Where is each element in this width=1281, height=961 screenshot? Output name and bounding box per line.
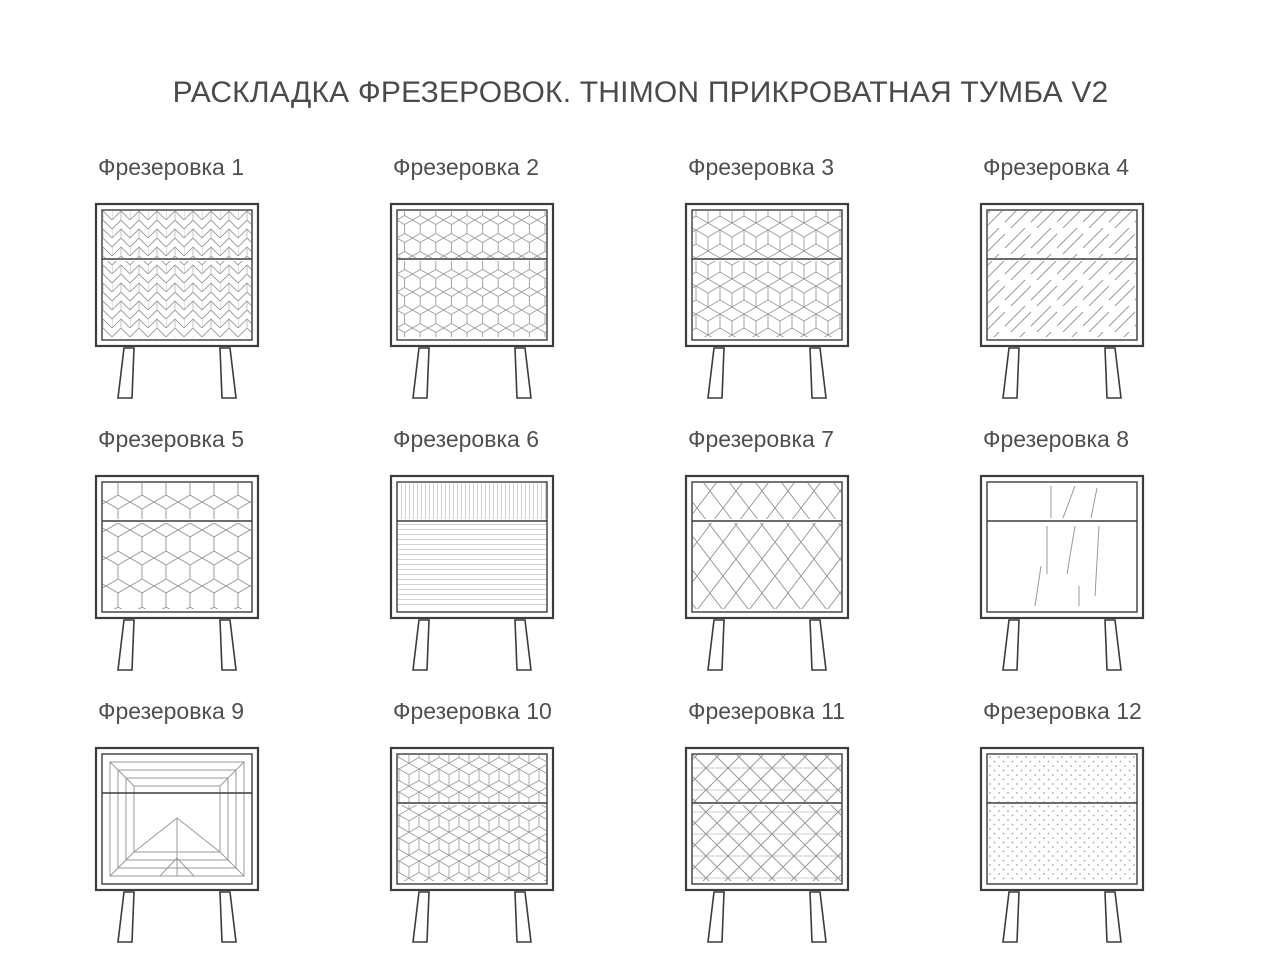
nightstand-card-7: [650, 412, 945, 684]
nightstand-drawing-7: [684, 474, 850, 674]
nightstand-label-7: Фрезеровка 7: [688, 426, 834, 452]
nightstand-drawing-11: [684, 746, 850, 946]
nightstand-drawing-6: [389, 474, 555, 674]
nightstand-label-6: Фрезеровка 6: [393, 426, 539, 452]
nightstand-label-12: Фрезеровка 12: [983, 698, 1142, 724]
nightstand-card-12: [945, 684, 1240, 956]
nightstand-label-3: Фрезеровка 3: [688, 154, 834, 180]
nightstand-card-5: [60, 412, 355, 684]
nightstand-drawing-9: [94, 746, 260, 946]
nightstand-label-5: Фрезеровка 5: [98, 426, 244, 452]
nightstand-card-9: [60, 684, 355, 956]
nightstand-label-8: Фрезеровка 8: [983, 426, 1129, 452]
nightstand-card-4: [945, 140, 1240, 412]
nightstand-drawing-2: [389, 202, 555, 402]
nightstand-drawing-1: [94, 202, 260, 402]
nightstand-drawing-4: [979, 202, 1145, 402]
nightstand-label-1: Фрезеровка 1: [98, 154, 244, 180]
nightstand-drawing-3: [684, 202, 850, 402]
nightstand-card-11: [650, 684, 945, 956]
nightstand-card-10: [355, 684, 650, 956]
nightstand-card-8: [945, 412, 1240, 684]
nightstand-card-6: [355, 412, 650, 684]
page-title: РАСКЛАДКА ФРЕЗЕРОВОК. THIMON ПРИКРОВАТНАЯ ТУМБА V2: [172, 76, 1109, 109]
nightstand-drawing-10: [389, 746, 555, 946]
nightstand-label-9: Фрезеровка 9: [98, 698, 244, 724]
nightstand-drawing-12: [979, 746, 1145, 946]
nightstand-card-3: [650, 140, 945, 412]
nightstand-drawing-5: [94, 474, 260, 674]
nightstand-card-2: [355, 140, 650, 412]
nightstand-label-2: Фрезеровка 2: [393, 154, 539, 180]
nightstand-card-1: [60, 140, 355, 412]
nightstand-grid: [60, 140, 1240, 956]
nightstand-label-10: Фрезеровка 10: [393, 698, 552, 724]
nightstand-label-4: Фрезеровка 4: [983, 154, 1129, 180]
nightstand-drawing-8: [979, 474, 1145, 674]
nightstand-label-11: Фрезеровка 11: [688, 698, 846, 724]
